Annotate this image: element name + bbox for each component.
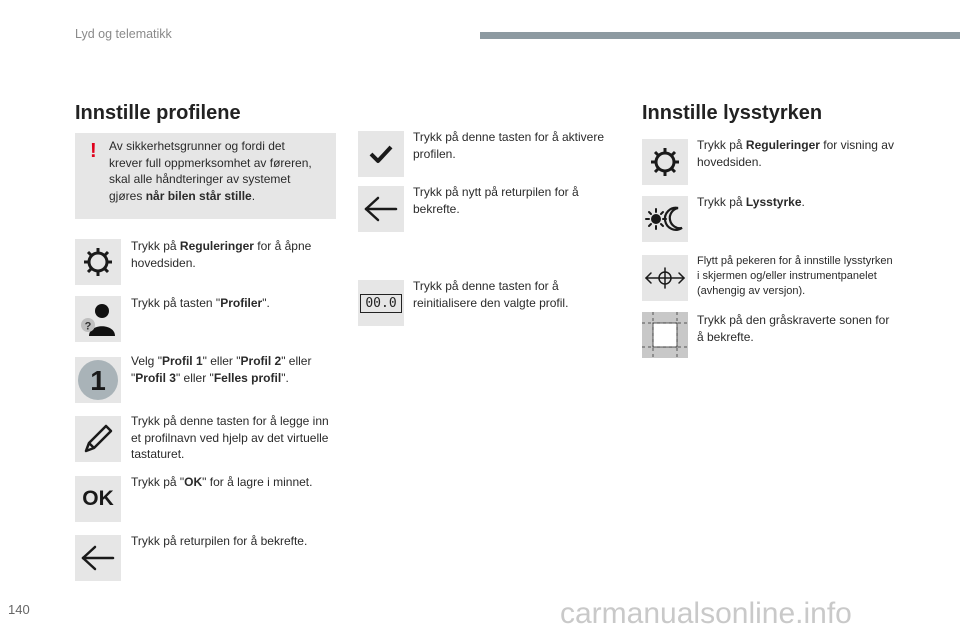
profile-icon (78, 299, 118, 339)
ok-button (75, 476, 121, 522)
left-step-6: Trykk på returpilen for å bekrefte. (131, 534, 308, 548)
gear-button-2 (642, 139, 688, 185)
pencil-button (75, 416, 121, 462)
middle-step-3: Trykk på denne tasten for å reinitialisere den valgte profil. (413, 279, 569, 310)
right-step-3: Flytt på pekeren for å innstille lysstyrken i skjermen og/eller instrumentpanelet (avhengig av versjon). (697, 255, 893, 297)
back-arrow-icon (362, 194, 400, 224)
checkmark-button (358, 131, 404, 177)
right-step-1: Trykk på Reguleringer for visning av hovedsiden. (697, 138, 894, 169)
right-title: Innstille lysstyrken (642, 102, 823, 124)
slider-button (642, 255, 688, 301)
middle-step-2: Trykk på nytt på returpilen for å bekrefte. (413, 185, 579, 216)
brightness-button (642, 196, 688, 242)
slider-icon (644, 266, 686, 290)
brightness-icon (644, 204, 686, 234)
pencil-icon (80, 421, 116, 457)
left-step-1: Trykk på Reguleringer for å åpne hovedsiden. (131, 239, 312, 270)
back-arrow-button (75, 535, 121, 581)
reset-icon: 00.0 (360, 294, 401, 313)
watermark: carmanualsonline.info (560, 597, 852, 630)
gear-icon (81, 245, 115, 279)
confirm-zone-icon (642, 312, 688, 358)
left-step-5: Trykk på "OK" for å lagre i minnet. (131, 475, 313, 489)
right-step-2: Trykk på Lysstyrke. (697, 195, 805, 209)
left-step-4: Trykk på denne tasten for å legge inn et profilnavn ved hjelp av det virtuelle tastaturet. (131, 414, 329, 461)
svg-text:1: 1 (90, 365, 106, 396)
page-number: 140 (8, 602, 30, 617)
left-title: Innstille profilene (75, 102, 241, 124)
gear-icon (648, 145, 682, 179)
warning-text: Av sikkerhetsgrunner og fordi det krever full oppmerksomhet av føreren, skal alle håndteringer av systemet gjøres når bilen står stille. (109, 139, 312, 203)
confirm-zone-button (642, 312, 688, 358)
right-step-4: Trykk på den gråskraverte sonen for å bekrefte. (697, 313, 890, 344)
checkmark-icon (368, 143, 394, 165)
left-step-3: Velg "Profil 1" eller "Profil 2" eller "Profil 3" eller "Felles profil". (131, 354, 312, 385)
middle-step-1: Trykk på denne tasten for å aktivere profilen. (413, 130, 604, 161)
warning-mark: ! (90, 140, 97, 162)
number-one-box (75, 357, 121, 403)
profile-button (75, 296, 121, 342)
left-step-2: Trykk på tasten "Profiler". (131, 296, 270, 310)
gear-button (75, 239, 121, 285)
reset-button (358, 280, 404, 326)
number-one-icon (77, 359, 119, 401)
back-arrow-button-2 (358, 186, 404, 232)
svg-text:?: ? (84, 320, 92, 333)
header-bar (480, 32, 960, 39)
ok-icon: OK (82, 487, 114, 510)
section-header: Lyd og telematikk (75, 27, 172, 41)
back-arrow-icon (79, 543, 117, 573)
